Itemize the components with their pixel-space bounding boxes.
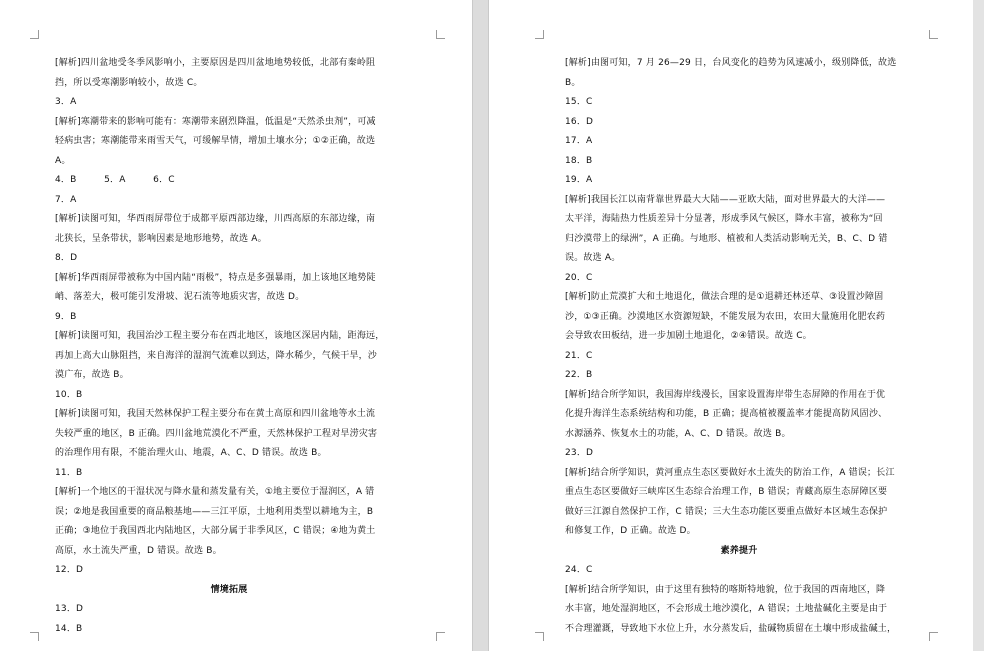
corner-mark [535,632,544,641]
text-line: 18．B [565,155,593,166]
text-line: 化提升海洋生态系统结构和功能，B 正确；提高植被覆盖率才能提高防风固沙、 [565,409,888,419]
corner-mark [436,632,445,641]
text-line: [解析]我国长江以南背靠世界最大大陆——亚欧大陆，面对世界最大的大洋—— [565,194,886,205]
corner-mark [535,30,544,39]
text-line: [解析]结合所学知识，我国海岸线漫长，国家设置海岸带生态屏障的作用在于优 [565,389,886,400]
corner-mark [30,30,39,39]
text-line: B。 [565,77,581,88]
text-line: [解析]读图可知，我国天然林保护工程主要分布在黄土高原和四川盆地等水土流 [55,409,376,419]
text-line: 4．B 5．A 6．C [55,175,175,185]
text-line: 12．D [55,565,84,575]
text-line: 误；②地是我国重要的商品粮基地——三江平原，土地利用类型以耕地为主，B [55,506,374,517]
text-line: [解析]华西雨屏带被称为中国内陆“雨极”，特点是多强暴雨，加上该地区地势陡 [55,272,376,283]
text-line: 再加上高大山脉阻挡，来自海洋的湿润气流难以到达，降水稀少，气候干旱，沙 [55,350,378,361]
text-line: 13．D [55,604,84,614]
text-line: [解析]一个地区的干湿状况与降水量和蒸发量有关，①地主要位于湿润区，A 错 [55,487,375,497]
text-line: A。 [55,155,71,166]
page-gutter [472,0,489,651]
section-heading: 素养提升 [720,545,758,556]
text-line: [解析]四川盆地受冬季风影响小，主要原因是四川盆地地势较低，北部有秦岭阻 [55,58,376,68]
text-line: 17．A [565,136,593,146]
text-line: 15．C [565,97,593,107]
text-line: 10．B [55,389,83,400]
text-line: 的治理作用有限，不能治理火山、地震，A、C、D 错误。故选 B。 [55,448,327,458]
text-line: 误。故选 A。 [565,253,621,263]
scroll-gutter [973,0,984,651]
text-line: [解析]读图可知，我国治沙工程主要分布在西北地区，该地区深居内陆，距海远， [55,331,385,341]
text-line: 轻病虫害；寒潮能带来雨雪天气，可缓解旱情，增加土壤水分；①②正确，故选 [55,136,376,146]
text-line: [解析]读图可知，华西雨屏带位于成都平原西部边缘，川西高原的东部边缘，南 [55,214,376,224]
text-line: 23．D [565,448,594,458]
text-line: 8．D [55,253,78,263]
text-line: 水丰富，地处湿润地区，不会形成土地沙漠化，A 错误；土地盐碱化主要是由于 [565,604,888,614]
text-line: 19．A [565,175,593,185]
text-line: 11．B [55,467,83,478]
text-line: [解析]结合所学知识，由于这里有独特的喀斯特地貌，位于我国的西南地区，降 [565,584,886,595]
text-line: 重点生态区要做好三峡库区生态综合治理工作，B 错误；青藏高原生态屏障区要 [565,487,888,497]
section-heading: 情境拓展 [210,584,248,595]
text-line: 24．C [565,565,593,575]
text-line: [解析]寒潮带来的影响可能有：寒潮带来剧烈降温，低温是“天然杀虫剂”，可减 [55,116,376,127]
corner-mark [30,632,39,641]
text-line: 失较严重的地区，B 正确。四川盆地荒漠化不严重，天然林保护工程对旱涝灾害 [55,428,378,439]
text-line: 挡，所以受寒潮影响较小，故选 C。 [55,77,203,88]
text-line: 太平洋，海陆热力性质差异十分显著，形成季风气候区，降水丰富，被称为“回 [565,214,883,224]
text-line: 北狭长，呈条带状，影响因素是地形地势，故选 A。 [55,233,267,244]
text-line: 3．A [55,97,77,107]
text-line: 7．A [55,194,77,205]
corner-mark [929,30,938,39]
left-page-text [55,54,403,639]
text-line: 21．C [565,350,593,361]
text-line: [解析]由图可知，7 月 26—29 日，台风变化的趋势为风速减小，级别降低，故选 [565,58,897,68]
text-line: 9．B [55,311,77,322]
text-line: 漠广布，故选 B。 [55,370,129,380]
text-line: 和修复工作，D 正确。故选 D。 [565,526,696,536]
text-line: [解析]防止荒漠扩大和土地退化，做法合理的是①退耕还林还草、③设置沙障固 [565,292,884,302]
text-line: [解析]结合所学知识，黄河重点生态区要做好水土流失的防治工作，A 错误；长江 [565,467,895,478]
corner-mark [436,30,445,39]
text-line: 16．D [565,116,594,127]
text-line: 高原，水土流失严重，D 错误。故选 B。 [55,545,222,556]
text-line: 水源涵养、恢复水土的功能，A、C、D 错误。故选 B。 [565,428,791,439]
text-line: 20．C [565,272,593,283]
text-line: 正确；③地位于我国西北内陆地区，大部分属于非季风区，C 错误；④地为黄土 [55,526,376,536]
text-line: 不合理灌溉，导致地下水位上升，水分蒸发后，盐碱物质留在土壤中形成盐碱土， [565,623,897,634]
corner-mark [929,632,938,641]
right-page-text [565,54,913,639]
text-line: 22．B [565,370,593,380]
text-line: 做好三江源自然保护工作，C 错误；三大生态功能区要重点做好本区域生态保护 [565,506,888,517]
text-line: 14．B [55,623,83,634]
text-line: 归沙漠带上的绿洲”，A 正确。与地形、植被和人类活动影响无关，B、C、D 错 [565,233,888,244]
text-line: 会导致农田板结，进一步加剧土地退化，②④错误。故选 C。 [565,331,812,341]
text-line: 沙，①③正确。沙漠地区水资源短缺，不能发展为农田，农田大量施用化肥农药 [565,311,886,322]
text-line: 峭、落差大，极可能引发滑坡、泥石流等地质灾害，故选 D。 [55,292,305,302]
